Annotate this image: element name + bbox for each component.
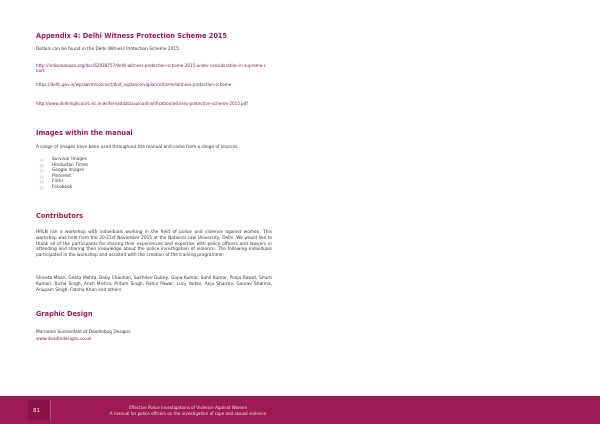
- appendix-title: Appendix 4: Delhi Witness Protection Scheme 2015: [36, 32, 228, 40]
- list-item: ○ Google Images: [40, 168, 85, 174]
- list-item: ○ Facebook: [40, 184, 73, 190]
- images-intro: A range of images have been used throughout the manual and come from a range of sources:: [36, 145, 239, 150]
- bullet-icon: ○: [40, 179, 44, 185]
- bullet-icon: ○: [40, 168, 44, 174]
- footer-line-1: Effective Police Investigations of Violence Against Women: [128, 405, 248, 410]
- contributors-paragraph: HRLN ran a workshop with individuals working in the field of police and violence against women. This workshop was held from the 20-21st November 2015 at the National Law University, Delhi. We would like to thank all of the participants for sharing their experiences and expertise with police officers and lawyers in attending and sharing their knowledge about the police investigation of violence. The following individuals participated in the workshop and assisted with the creation of the training programme:: [36, 230, 272, 259]
- bullet-icon: ○: [40, 173, 44, 179]
- design-title: Graphic Design: [36, 310, 93, 318]
- link-1[interactable]: http://indiankanoon.org/doc/62938757/delhi-witness-protection-scheme-2015-under-consideration-in-supreme-court: [36, 63, 266, 74]
- bullet-icon: ○: [40, 162, 44, 168]
- bullet-icon: ○: [40, 157, 44, 162]
- footer-line-2: A manual for police officers on the investigation of rape and sexual violence: [109, 411, 267, 416]
- list-item: ○ Hindustan Times: [40, 162, 88, 168]
- appendix-intro: Details can be found in the Delhi Witness Protection Scheme 2015:: [36, 47, 181, 52]
- list-item: ○ Pinterest: [40, 173, 71, 179]
- list-item: ○ Flickr: [40, 179, 64, 185]
- contributors-title: Contributors: [36, 212, 83, 220]
- design-credit: Marianne Sonnenfeld at Doodlebug Designs: [36, 330, 131, 336]
- bullet-icon: ○: [40, 184, 44, 190]
- images-title: Images within the manual: [36, 129, 133, 137]
- image-sources-list: [36, 157, 88, 191]
- footer-band: [0, 396, 600, 424]
- page-number: 81: [33, 408, 40, 414]
- list-item: ○ Survivor Images: [40, 157, 87, 162]
- link-3[interactable]: http://www.delhihighcourt.nic.in/writereaddata/upload/notification/witness-protection-scheme-2015.pdf: [36, 101, 248, 106]
- design-url[interactable]: www.doodledesigns.co.uk: [36, 337, 92, 343]
- link-2[interactable]: https://delhi.gov.in/wps/wcm/connect/doit_vigilance/vigilance/home/witness-protection-scheme: [36, 82, 232, 87]
- contributors-names: Shiveta Maan, Geeta Mehta, Baby Chauhan, Sukhdev Dubey, Gopa Kumar, Sahil Kumar, Pooja Rawat, Shurti Kumari, Richa Singh, Ansh Mishra, Pritam Singh, Rahul Pawar, Lucy Yadav, Anju Sharma, Gaurav Sharma, Anupam Singh, Fatima Khan and others: [36, 276, 272, 293]
